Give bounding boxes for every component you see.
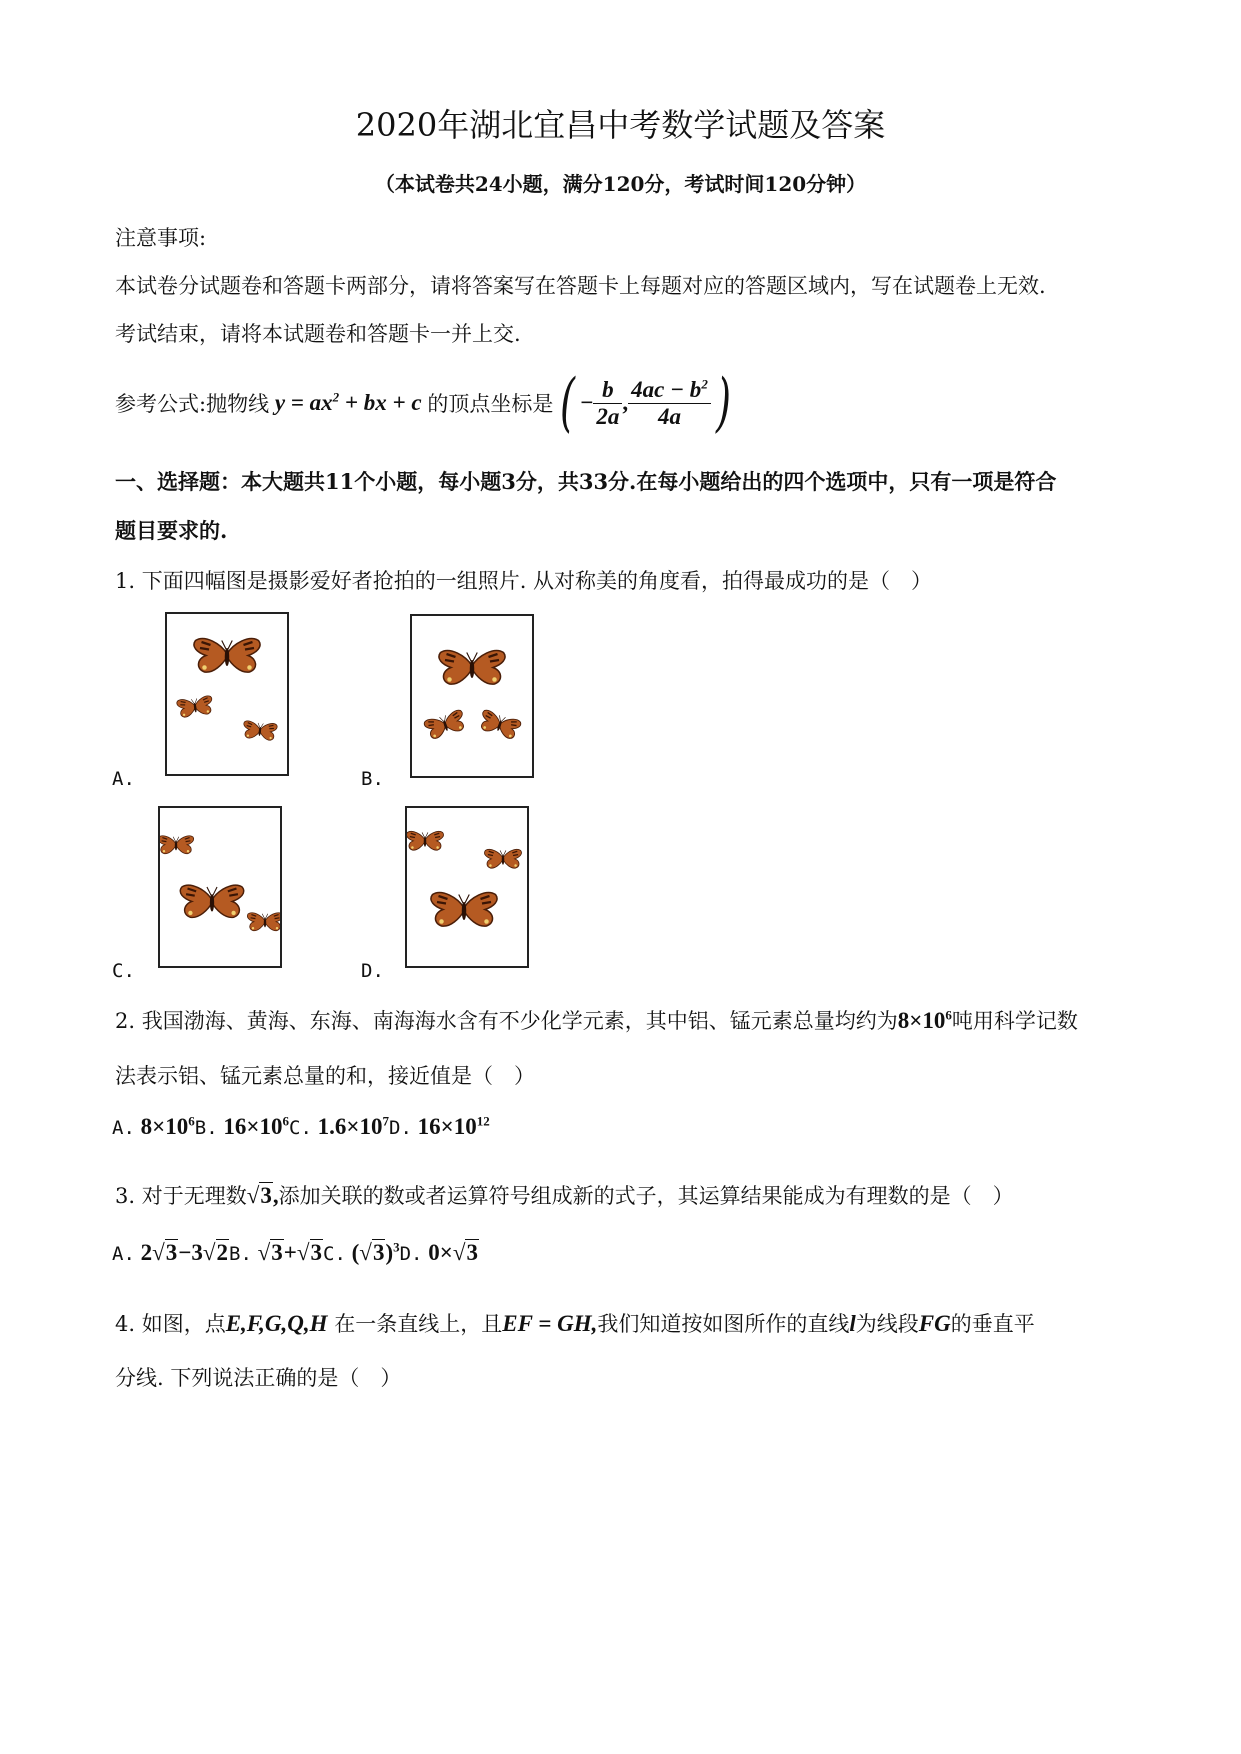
q4-equation: EF = GH, [502,1311,598,1336]
butterfly-icon [439,651,505,685]
q2-option-c: $1.6\times 10^7$ [311,1113,389,1139]
q1-label-c: C. [112,960,135,982]
q2-value: $8\times 10^6$ [897,1007,952,1033]
q4-stem-d: 为线段 [855,1312,919,1336]
q4-stem-line-1 [115,1308,1035,1338]
reference-formula [115,368,736,438]
q3-label-d: D. [399,1243,423,1265]
vertex-formula: ( − $\frac{b}{2a}$ , $\frac{4ac - b^2}{4a}$ ) [560,366,731,440]
q4-points: E,F,G,Q,H [225,1311,328,1336]
butterfly-icon [407,831,443,850]
butterfly-icon [431,893,497,927]
page-subtitle: （本试卷共24小题，满分120分，考试时间120分钟） [374,172,867,196]
butterfly-icon [180,885,243,917]
q4-stem-b: 在一条直线上，且 [334,1312,503,1336]
photo-a [165,612,289,776]
q3-label-a: A. [112,1243,135,1265]
butterfly-icon [242,720,277,740]
parabola-equation: $y = ax^2$ + bx + c [269,389,428,415]
section1-line-2: 题目要求的. [115,518,228,543]
q3-option-d: 0×√3 [422,1240,478,1265]
q3-stem [115,1180,1014,1210]
q2-option-b: $16\times 10^6$ [217,1113,289,1139]
butterfly-icon [485,849,522,868]
q3-stem-b: 添加关联的数或者运算符号组成新的式子，其运算结果能成为有理数的是（ ） [278,1184,1014,1208]
butterfly-group-d [407,808,527,966]
photo-d [405,806,529,968]
q2-label-c: C. [289,1117,312,1139]
q2-stem-line-2: 法表示铝、锰元素总量的和，接近值是（ ） [115,1064,535,1088]
q3-stem-a: 3. 对于无理数 [115,1184,247,1208]
photo-b [410,614,534,778]
q4-stem-line-2: 分线. 下列说法正确的是（ ） [115,1366,402,1390]
q2-option-d: $16\times 10^{12}$ [411,1113,490,1139]
q3-label-c: C. [323,1243,346,1265]
butterfly-icon [194,639,260,673]
photo-c [158,806,282,968]
q3-sqrt3: √3, [246,1183,279,1208]
q2-label-d: D. [389,1117,412,1139]
formula-prefix: 参考公式:抛物线 [115,392,270,416]
q4-stem-a: 4. 如图，点 [115,1312,226,1336]
q2-option-a: $8\times 10^6$ [134,1113,195,1139]
butterfly-group-a [167,614,287,774]
q2-label-b: B. [194,1117,218,1139]
q3-options [112,1240,479,1266]
notes-line-1: 本试卷分试题卷和答题卡两部分，请将答案写在答题卡上每题对应的答题区域内，写在试题卷上无效. [115,274,1046,298]
q3-option-a: 2√3−3√2 [134,1240,228,1265]
section1-line-1: 一、选择题：本大题共11个小题，每小题3分，共33分.在每小题给出的四个选项中，只有一项是符合 [115,469,1057,494]
butterfly-icon [176,695,213,718]
notes-heading: 注意事项: [115,226,207,250]
butterfly-icon [423,709,467,740]
notes-line-2: 考试结束，请将本试题卷和答题卡一并上交. [115,322,521,346]
butterfly-icon [478,709,522,740]
q3-option-b: √3+√3 [251,1240,322,1265]
q1-label-d: D. [361,960,384,982]
q4-stem-c: 我们知道按如图所作的直线 [597,1312,850,1336]
q1-stem: 1. 下面四幅图是摄影爱好者抢拍的一组照片. 从对称美的角度看，拍得最成功的是（ ） [115,569,933,593]
q2-options [112,1114,490,1140]
q2-stem-line-1 [115,1005,1078,1035]
q3-option-c: $(√3)^3$ [345,1239,400,1265]
q2-stem-b: 吨用科学记数 [951,1009,1078,1033]
butterfly-icon [247,913,280,931]
formula-mid: 的顶点坐标是 [427,392,554,416]
q4-stem-e: 的垂直平 [950,1312,1035,1336]
q1-label-b: B. [361,768,384,790]
q2-label-a: A. [112,1117,135,1139]
butterfly-group-b [412,616,532,776]
butterfly-icon [160,836,194,854]
page-title: 2020年湖北宜昌中考数学试题及答案 [355,106,886,144]
q1-label-a: A. [112,768,135,790]
q4-line-l: l [849,1311,856,1336]
q3-label-b: B. [229,1243,252,1265]
q2-stem-a: 2. 我国渤海、黄海、东海、南海海水含有不少化学元素，其中铝、锰元素总量均约为 [115,1009,898,1033]
butterfly-group-c [160,808,280,966]
q4-segment: FG [918,1311,951,1336]
